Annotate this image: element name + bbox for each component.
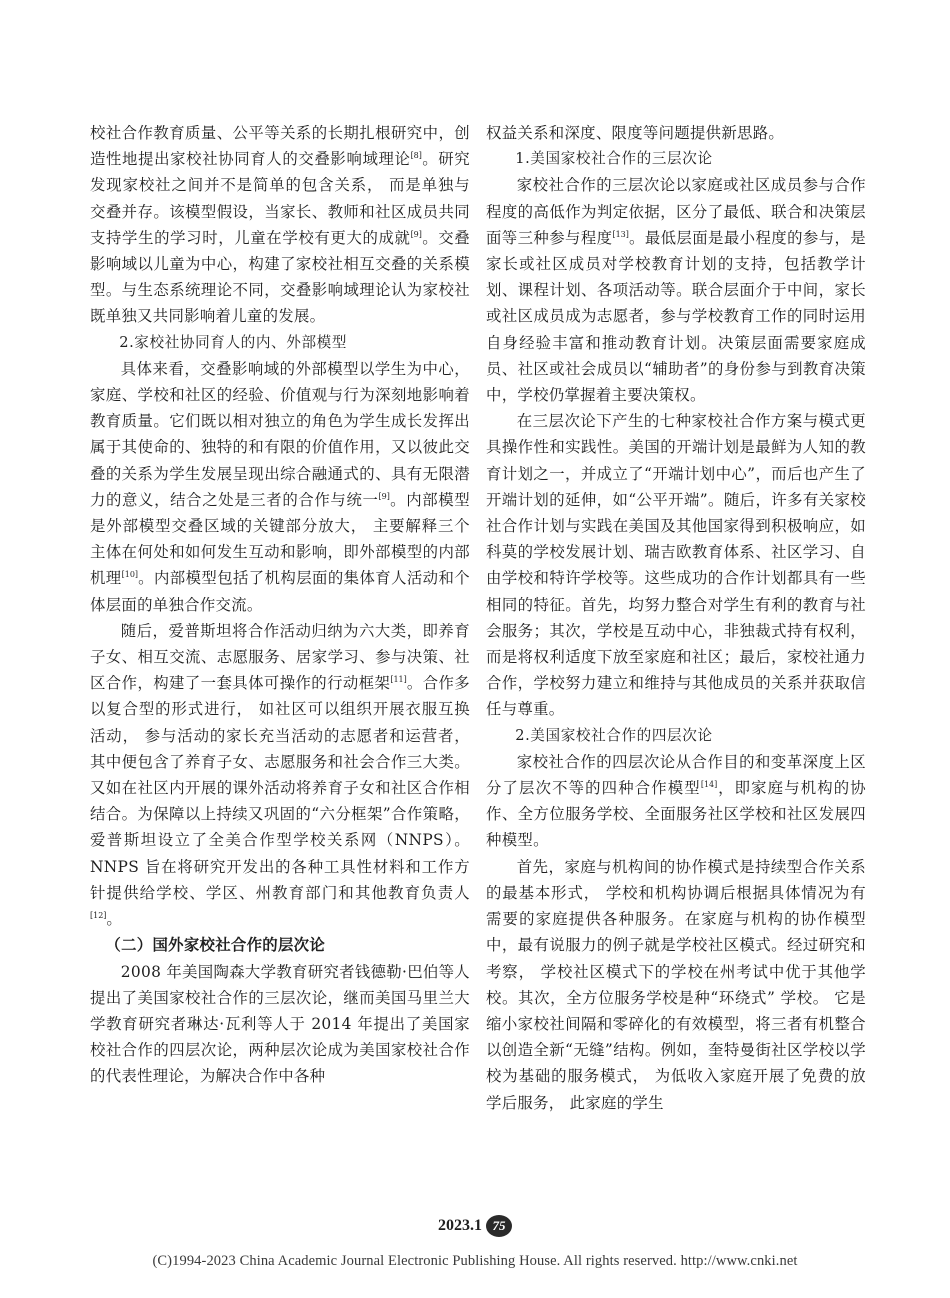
section-heading: 2.美国家校社合作的四层次论 (515, 726, 713, 744)
paragraph: 在三层次论下产生的七种家校社合作方案与模式更具操作性和实践性。美国的开端计划是最鲜为人知的教育计划之一，并成立了“开端计划中心”，而后也产生了开端计划的延伸，如“公平开端”。随后，许多有关家校社合作计划与实践在美国及其他国家得到积极响应，如科莫的学校发展计划、瑞吉欧教育体系、社区学习、自由学校和特许学校等。这些成功的合作计划都具有一些相同的特征。首先，均努力整合对学生有利的教育与社会服务；其次，学校是互动中心，非独裁式持有权利，而是将权利适度下放至家庭和社区；最后，家校社通力合作，学校努力建立和维持与其他成员的关系并获取信任与尊重。 (486, 412, 866, 719)
section-heading: （二）国外家校社合作的层次论 (105, 936, 326, 955)
copyright-notice: (C)1994-2023 China Academic Journal Electronic Publishing House. All rights reserved. http://www.cnki.net (152, 1253, 798, 1269)
page-number-badge: 75 (486, 1215, 512, 1237)
paragraph: 随后，爱普斯坦将合作活动归纳为六大类，即养育子女、相互交流、志愿服务、居家学习、参与决策、社区合作，构建了一套具体可操作的行动框架[11]。合作多以复合型的形式进行， 如社区可以组织开展衣服互换活动， 参与活动的家长充当活动的志愿者和运营者，其中便包含了养育子女、志愿服务和社会合作三大类。又如在社区内开展的课外活动将养育子女和社区合作相结合。为保障以上持续又巩固的“六分框架”合作策略，爱普斯坦设立了全美合作型学校关系网（NNPS）。NNPS 旨在将研究开发出的各种工具性材料和工作方针提供给学校、学区、州教育部门和其他教育负责人[12]。 (90, 621, 470, 929)
citation[interactable]: [8] (410, 151, 422, 161)
paragraph: 首先，家庭与机构间的协作模式是持续型合作关系的最基本形式， 学校和机构协调后根据具体情况为有需要的家庭提供各种服务。在家庭与机构的协作模型中，最有说服力的例子就是学校社区模式。经过研究和考察， 学校社区模式下的学校在州考试中优于其他学校。其次，全方位服务学校是种“环绕式” 学校。 它是缩小家校社间隔和零碎化的有效模型，将三者有机整合以创造全新“无缝”结构。例如，奎特曼街社区学校以学校为基础的服务模式， 为低收入家庭开展了免费的放学后服务， 此家庭的学生 (486, 857, 866, 1112)
citation[interactable]: [9] (378, 491, 390, 501)
paragraph: 权益关系和深度、限度等问题提供新思路。 (486, 124, 785, 142)
paragraph: 具体来看，交叠影响域的外部模型以学生为中心，家庭、学校和社区的经验、价值观与行为深刻地影响着教育质量。它们既以相对独立的角色为学生成长发挥出属于其使命的、独特的和有限的价值作用，又以彼此交叠的关系为学生发展呈现出综合融通式的、具有无限潜力的意义，结合之处是三者的合作与统一[9]。内部模型是外部模型交叠区域的关键部分放大， 主要解释三个主体在何处和如何发生互动和影响，即外部模型的内部机理[10]。内部模型包括了机构层面的集体育人活动和个体层面的单独合作交流。 (90, 359, 470, 614)
citation[interactable]: [13] (612, 229, 629, 239)
section-heading: 1.美国家校社合作的三层次论 (515, 150, 713, 168)
right-column (486, 120, 866, 1116)
page-footer (0, 1213, 950, 1239)
paragraph: 家校社合作的四层次论从合作目的和变革深度上区分了层次不等的四种合作模型[14]，即家庭与机构的协作、全方位服务学校、全面服务社区学校和社区发展四种模型。 (486, 752, 866, 850)
citation[interactable]: [12] (90, 911, 107, 921)
paragraph: 2008 年美国陶森大学教育研究者钱德勒·巴伯等人提出了美国家校社合作的三层次论，继而美国马里兰大学教育研究者琳达·瓦利等人于 2014 年提出了美国家校社合作的四层次论，两种层次论成为美国家校社合作的代表性理论，为解决合作中各种 (90, 962, 470, 1086)
paragraph: 家校社合作的三层次论以家庭或社区成员参与合作程度的高低作为判定依据，区分了最低、联合和决策层面等三种参与程度[13]。最低层面是最小程度的参与，是家长或社区成员对学校教育计划的支持，包括教学计划、课程计划、各项活动等。联合层面介于中间，家长或社区成员成为志愿者，参与学校教育工作的同时运用自身经验丰富和推动教育计划。决策层面需要家庭成员、社区或社会成员以“辅助者”的身份参与到教育决策中，学校仍掌握着主要决策权。 (486, 176, 866, 405)
issue-label: 2023.1 (438, 1217, 482, 1234)
left-column (90, 120, 470, 1090)
citation[interactable]: [10] (121, 570, 139, 580)
paragraph: 校社合作教育质量、公平等关系的长期扎根研究中，创造性地提出家校社协同育人的交叠影响域理论[8]。研究发现家校社之间并不是简单的包含关系， 而是单独与交叠并存。该模型假设，当家长、教师和社区成员共同支持学生的学习时，儿童在学校有更大的成就[9]。交叠影响域以儿童为中心，构建了家校社相互交叠的关系模型。与生态系统理论不同，交叠影响域理论认为家校社既单独又共同影响着儿童的发展。 (90, 124, 470, 326)
citation[interactable]: [11] (390, 675, 407, 685)
citation[interactable]: [9] (410, 229, 422, 239)
section-heading: 2.家校社协同育人的内、外部模型 (119, 333, 348, 351)
citation[interactable]: [14] (700, 780, 718, 790)
